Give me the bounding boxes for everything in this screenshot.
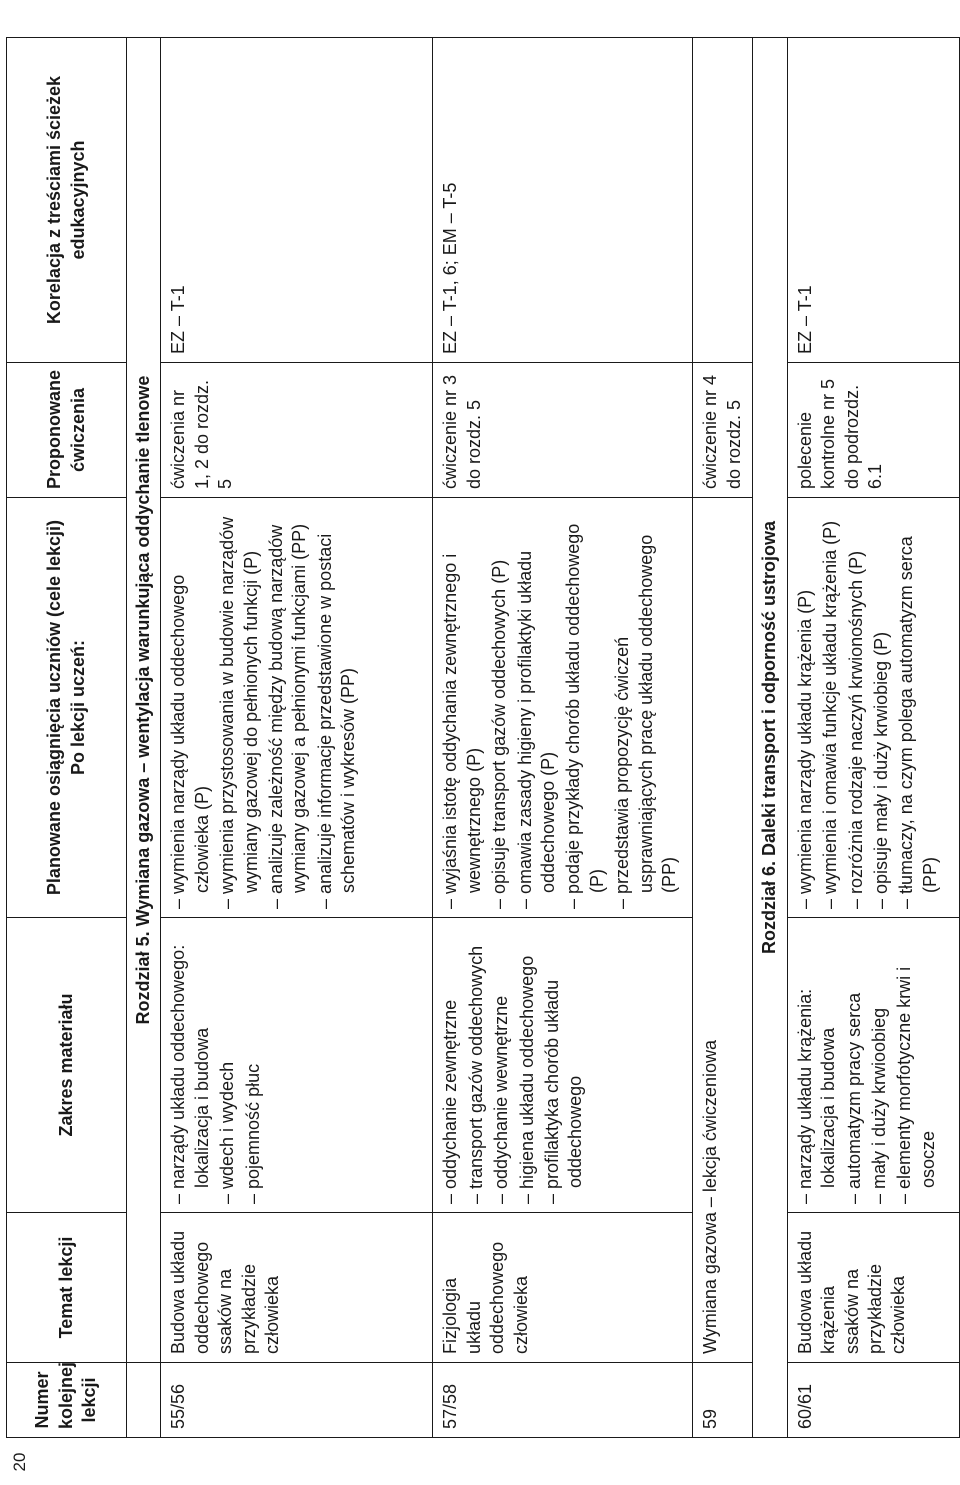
table-row (787, 38, 959, 1438)
list-item: – tłumaczy, na czym polega automatyzm serca (PP) (895, 506, 942, 909)
table-row (161, 38, 433, 1438)
lesson-topic: Fizjologia układu oddechowego człowieka (433, 1213, 693, 1363)
section-title: Rozdział 5. Wymiana gazowa – wentylacja warunkująca oddychanie tlenowe (127, 38, 161, 1363)
list-item: – omawia zasady higieny i profilaktyki układu oddechowego (P) (514, 506, 561, 909)
list-item: – rozróżnia rodzaje naczyń krwionośnych (P) (845, 506, 868, 909)
correlation-cell: EZ – T-1, 6; EM – T-5 (433, 38, 693, 363)
header-correlation: Korelacja z treściami ścieżek edukacyjnych (7, 38, 127, 363)
list-item: – wymienia i omawia funkcje układu krążenia (P) (819, 506, 842, 909)
list-item: – wyjaśnia istotę oddychania zewnętrznego i wewnętrznego (P) (439, 506, 486, 909)
outcomes-cell (161, 498, 433, 918)
list-item: – wymienia narządy układu oddechowego człowieka (P) (167, 506, 214, 909)
header-exercises: Proponowane ćwiczenia (7, 363, 127, 498)
outcomes-cell (787, 498, 959, 918)
list-item: – mały i duży krwioobieg (868, 926, 891, 1204)
list-item: – pojemność płuc (242, 926, 265, 1204)
header-scope: Zakres materiału (7, 918, 127, 1213)
page-number: 20 (10, 1452, 29, 1472)
list-item: – wymienia narządy układu krążenia (P) (794, 506, 817, 909)
lesson-number: 57/58 (433, 1363, 693, 1438)
section-row (753, 38, 787, 1438)
header-row (7, 38, 127, 1438)
exercises-cell: ćwiczenie nr 3 do rozdz. 5 (433, 363, 693, 498)
list-item: – wymienia przystosowania w budowie narządów wymiany gazowej do pełnionych funkcji (P) (216, 506, 263, 909)
section-title: Rozdział 6. Daleki transport i odporność ustrojowa (753, 38, 787, 1438)
lesson-number: 60/61 (787, 1363, 959, 1438)
list-item: – transport gazów oddechowych (465, 926, 488, 1204)
scope-cell (161, 918, 433, 1213)
list-item: – podaje przykłady chorób układu oddechowego (P) (562, 506, 609, 909)
list-item: – przedstawia propozycję ćwiczeń usprawniających pracę układu oddechowego (PP) (611, 506, 681, 909)
lesson-topic: Wymiana gazowa – lekcja ćwiczeniowa (693, 498, 753, 1363)
header-topic: Temat lekcji (7, 1213, 127, 1363)
outcomes-cell (433, 498, 693, 918)
header-num: Numer kolejnej lekcji (7, 1363, 127, 1438)
list-item: – wdech i wydech (216, 926, 239, 1204)
section-row (127, 38, 161, 1438)
exercises-cell: ćwiczenia nr 1, 2 do rozdz. 5 (161, 363, 433, 498)
list-item: – analizuje zależność między budową narządów wymiany gazowej a pełnionymi funkcjami (PP) (265, 506, 312, 909)
list-item: – oddychanie wewnętrzne (490, 926, 513, 1204)
exercises-cell: ćwiczenie nr 4 do rozdz. 5 (693, 363, 753, 498)
table-row (693, 38, 753, 1438)
lesson-topic: Budowa układu oddechowego ssaków na przykładzie człowieka (161, 1213, 433, 1363)
table-row (433, 38, 693, 1438)
list-item: – opisuje transport gazów oddechowych (P) (488, 506, 511, 909)
lesson-number: 55/56 (161, 1363, 433, 1438)
rotated-page (6, 38, 956, 1438)
correlation-cell (693, 38, 753, 363)
list-item: – higiena układu oddechowego (516, 926, 539, 1204)
list-item: – profilaktyka chorób układu oddechowego (541, 926, 588, 1204)
list-item: – elementy morfotyczne krwi i osocze (893, 926, 940, 1204)
lesson-number: 59 (693, 1363, 753, 1438)
list-item: – automatyzm pracy serca (843, 926, 866, 1204)
list-item: – narządy układu krążenia: lokalizacja i budowa (794, 926, 841, 1204)
exercises-cell: polecenie kontrolne nr 5 do podrozdz. 6.1 (787, 363, 959, 498)
list-item: – narządy układu oddechowego: lokalizacja i budowa (167, 926, 214, 1204)
list-item: – opisuje mały i duży krwiobieg (P) (870, 506, 893, 909)
lesson-topic: Budowa układu krążenia ssaków na przykładzie człowieka (787, 1213, 959, 1363)
header-outcomes: Planowane osiągnięcia uczniów (cele lekcji) Po lekcji uczeń: (7, 498, 127, 918)
correlation-cell: EZ – T-1 (161, 38, 433, 363)
list-item: – oddychanie zewnętrzne (439, 926, 462, 1204)
list-item: – analizuje informacje przedstawione w postaci schematów i wykresów (PP) (314, 506, 361, 909)
scope-cell (787, 918, 959, 1213)
correlation-cell: EZ – T-1 (787, 38, 959, 363)
lesson-plan-table (6, 37, 960, 1438)
scope-cell (433, 918, 693, 1213)
